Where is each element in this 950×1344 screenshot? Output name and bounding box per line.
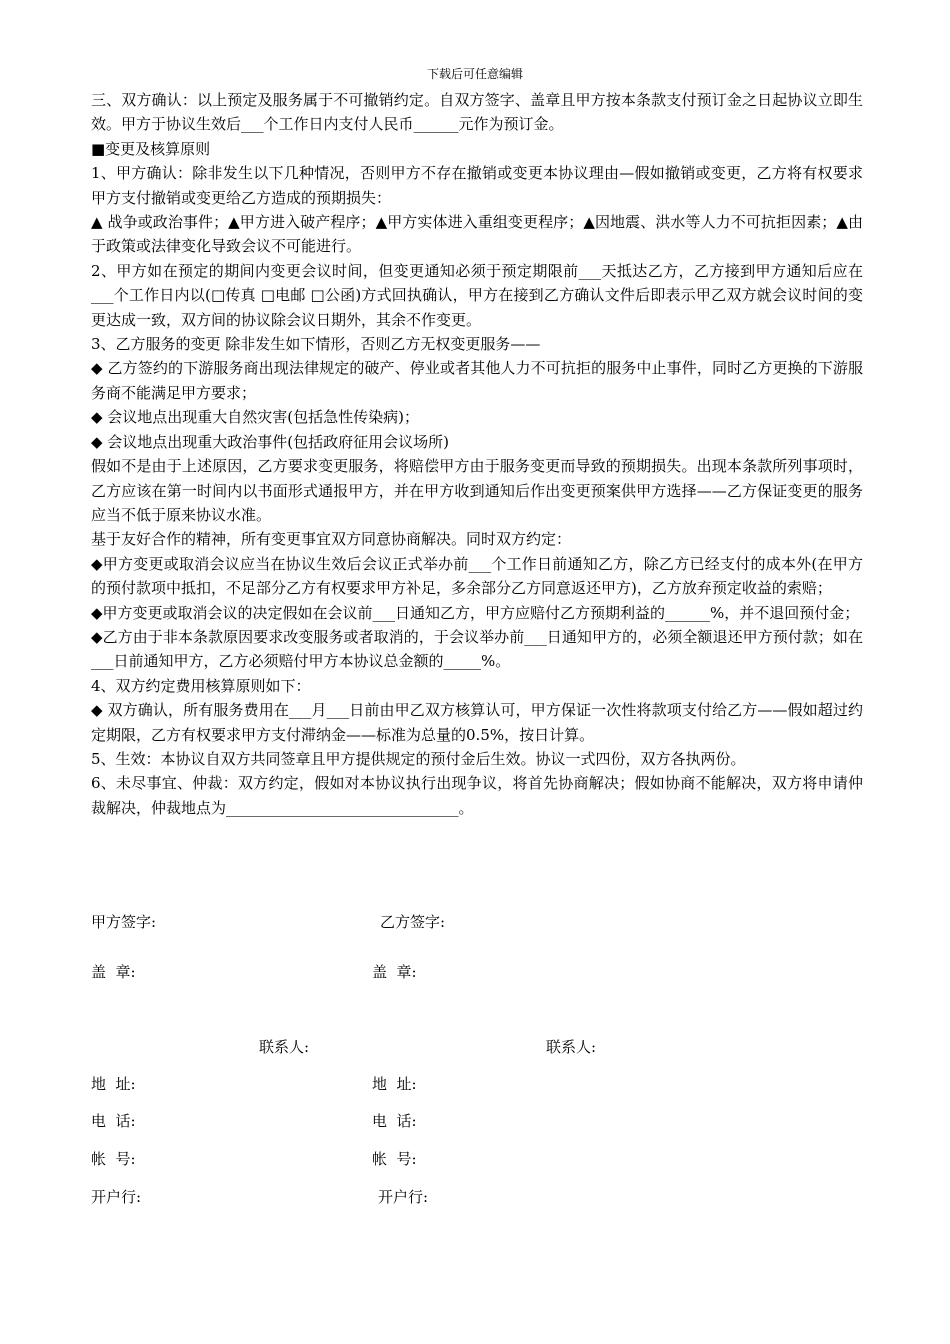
party-a-contact-label: 联系人: [259,1038,310,1056]
clause-6-arbitration: 6、未尽事宜、仲裁：双方约定，假如对本协议执行出现争议，将首先协商解决；假如协商不能解决，双方将申请仲裁解决，仲裁地点为_______________________________。 [91,774,863,817]
clause-3-item-vendor: ◆ 乙方签约的下游服务商出现法律规定的破产、停业或者其他人力不可抗拒的服务中止事件，同时乙方更换的下游服务商不能满足甲方要求； [91,359,863,402]
clause-3-item-disaster: ◆ 会议地点出现重大自然灾害(包括急性传染病)； [91,408,420,427]
clause-3-negotiation: 基于友好合作的精神，所有变更事宜双方同意协商解决。同时双方约定： [91,530,572,549]
clause-3-service-change: 3、乙方服务的变更 除非发生如下情形，否则乙方无权变更服务—— [91,335,541,354]
contract-body [91,88,863,820]
party-b-phone-label: 电 话: [372,1112,417,1130]
clause-4-settlement: ◆ 双方确认，所有服务费用在___月___日前由甲乙双方核算认可，甲方保证一次性将款项支付给乙方——假如超过约定期限，乙方有权要求甲方支付滞纳金——标准为总量的0.5%，按日计算。 [91,701,863,744]
party-a-seal-label: 盖 章: [91,963,136,981]
section-heading-change-settlement: ■变更及核算原则 [91,139,211,158]
page-header: 下载后可任意编辑 [426,67,523,81]
clause-4-heading: 4、双方约定费用核算原则如下： [91,676,311,695]
clause-1-force-majeure-list: ▲ 战争或政治事件；▲甲方进入破产程序；▲甲方实体进入重组变更程序；▲因地震、洪水等人力不可抗拒因素；▲由于政策或法律变化导致会议不可能进行。 [91,213,863,256]
party-b-seal-label: 盖 章: [372,963,417,981]
party-b-account-label: 帐 号: [372,1150,417,1168]
clause-2-time-change: 2、甲方如在预定的期间内变更会议时间，但变更通知必须于预定期限前___天抵达乙方，乙方接到甲方通知后应在___个工作日内以(□传真 □电邮 □公函)方式回执确认，甲方在接到乙方确认文件后即表示甲乙双方就会议时间的变更达成一致，双方间的协议除会议日期外，其余不作变更。 [91,261,863,329]
clause-3-compensation: 假如不是由于上述原因，乙方要求变更服务，将赔偿甲方由于服务变更而导致的预期损失。出现本条款所列事项时，乙方应该在第一时间内以书面形式通报甲方，并在甲方收到通知后作出变更预案供甲方选择——乙方保证变更的服务应当不低于原来协议水准。 [91,457,863,524]
clause-3-item-political: ◆ 会议地点出现重大政治事件(包括政府征用会议场所) [91,432,450,451]
party-b-signature-label: 乙方签字: [380,913,446,931]
party-b-bank-label: 开户行: [378,1188,429,1206]
clause-3-item-party-b-cancel: ◆乙方由于非本条款原因要求改变服务或者取消的，于会议举办前___日通知甲方的，必须全额退还甲方预付款；如在___日前通知甲方，乙方必须赔付甲方本协议总金额的_____%。 [91,627,863,671]
party-b-address-label: 地 址: [372,1075,417,1093]
party-a-address-label: 地 址: [91,1075,136,1093]
clause-1-party-a-confirmation: 1、甲方确认：除非发生以下几种情况，否则甲方不存在撤销或变更本协议理由—假如撤销或变更，乙方将有权要求甲方支付撤销或变更给乙方造成的预期损失： [91,164,863,207]
party-a-bank-label: 开户行: [91,1188,142,1206]
clause-3-item-party-a-late-cancel: ◆甲方变更或取消会议的决定假如在会议前___日通知乙方，甲方应赔付乙方预期利益的______%，并不退回预付金； [91,603,860,622]
party-a-account-label: 帐 号: [91,1150,136,1168]
party-b-contact-label: 联系人: [546,1038,597,1056]
clause-mutual-confirmation: 三、双方确认：以上预定及服务属于不可撤销约定。自双方签字、盖章且甲方按本条款支付预订金之日起协议立即生效。甲方于协议生效后___个工作日内支付人民币______元作为预订金。 [91,91,863,134]
clause-3-item-party-a-cancel: ◆甲方变更或取消会议应当在协议生效后会议正式举办前___个工作日前通知乙方，除乙方已经支付的成本外(在甲方的预付款项中抵扣，不足部分乙方有权要求甲方补足，多余部分乙方同意返还甲方)，乙方放弃预定收益的索赔； [91,554,863,598]
party-a-signature-label: 甲方签字: [91,913,157,931]
party-a-phone-label: 电 话: [91,1112,136,1130]
clause-5-effect: 5、生效：本协议自双方共同签章且甲方提供规定的预付金后生效。协议一式四份，双方各执两份。 [91,749,746,768]
